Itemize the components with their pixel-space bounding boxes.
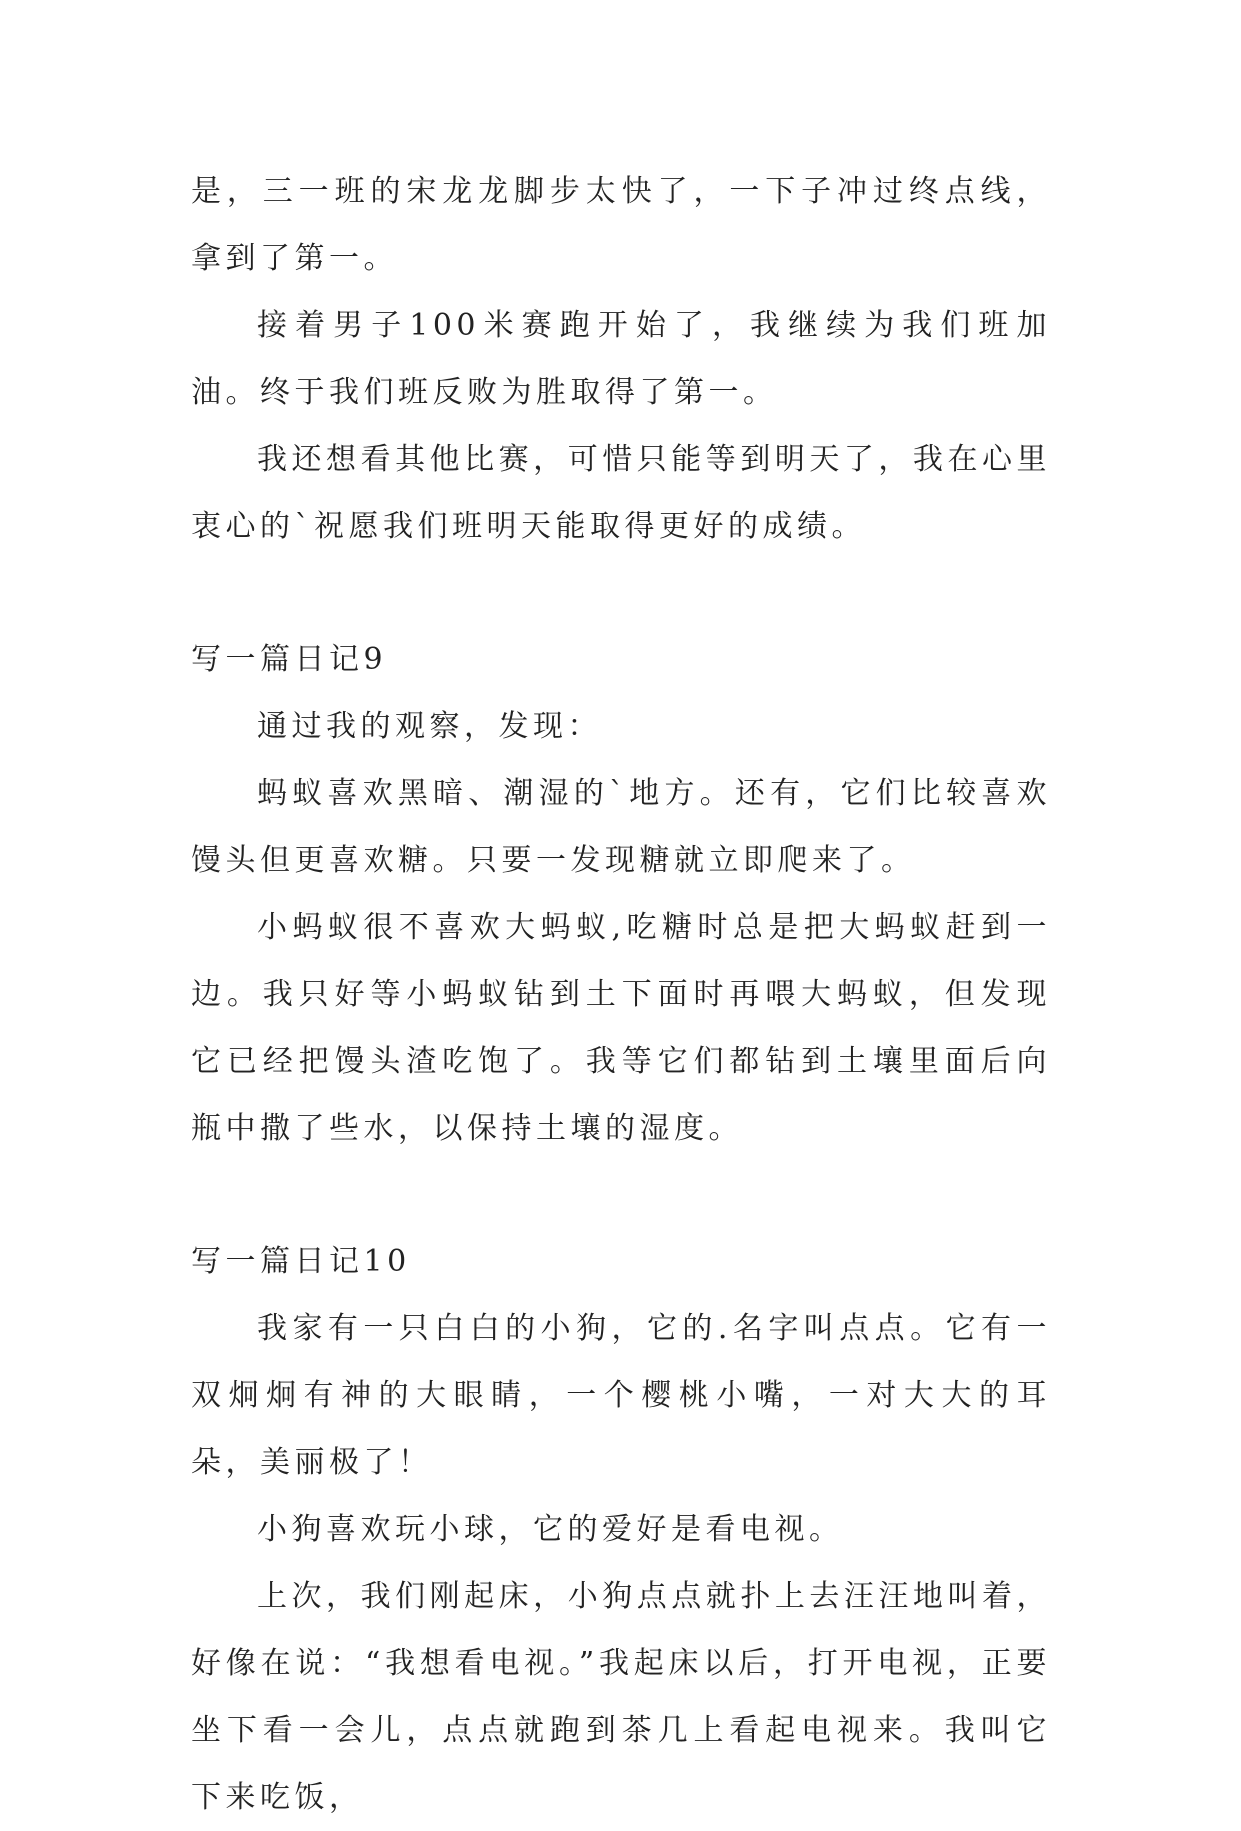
document-page xyxy=(191,158,1051,1831)
paragraph-wish: 我还想看其他比赛，可惜只能等到明天了，我在心里衷心的`祝愿我们班明天能取得更好的成绩。 xyxy=(191,442,1051,544)
section-title-diary-9: 写一篇日记9 xyxy=(191,642,388,677)
paragraph-small-ants: 小蚂蚁很不喜欢大蚂蚁,吃糖时总是把大蚂蚁赶到一边。我只好等小蚂蚁钻到土下面时再喂大蚂蚁，但发现它已经把馒头渣吃饱了。我等它们都钻到土壤里面后向瓶中撒了些水，以保持土壤的湿度。 xyxy=(191,910,1051,1146)
paragraph-dog-hobby: 小狗喜欢玩小球，它的爱好是看电视。 xyxy=(257,1512,844,1547)
paragraph-ants-preference: 蚂蚁喜欢黑暗、潮湿的`地方。还有，它们比较喜欢馒头但更喜欢糖。只要一发现糖就立即爬来了。 xyxy=(191,776,1051,878)
section-diary-9 xyxy=(191,626,1051,1162)
section-spacer xyxy=(191,560,1051,626)
paragraph-dog-tv: 上次，我们刚起床，小狗点点就扑上去汪汪地叫着，好像在说：“我想看电视。”我起床以后，打开电视，正要坐下看一会儿，点点就跑到茶几上看起电视来。我叫它下来吃饭， xyxy=(191,1579,1051,1815)
section-diary-10 xyxy=(191,1228,1051,1831)
paragraph-100m-race: 接着男子100米赛跑开始了，我继续为我们班加油。终于我们班反败为胜取得了第一。 xyxy=(191,308,1051,410)
section-continued xyxy=(191,158,1051,560)
section-spacer xyxy=(191,1162,1051,1228)
paragraph-dog-intro: 我家有一只白白的小狗，它的.名字叫点点。它有一双炯炯有神的大眼睛，一个樱桃小嘴，一对大大的耳朵，美丽极了！ xyxy=(191,1311,1051,1480)
paragraph-race-result: 是，三一班的宋龙龙脚步太快了，一下子冲过终点线，拿到了第一。 xyxy=(191,174,1051,276)
section-title-diary-10: 写一篇日记10 xyxy=(191,1244,411,1279)
paragraph-observation: 通过我的观察，发现： xyxy=(257,709,602,744)
